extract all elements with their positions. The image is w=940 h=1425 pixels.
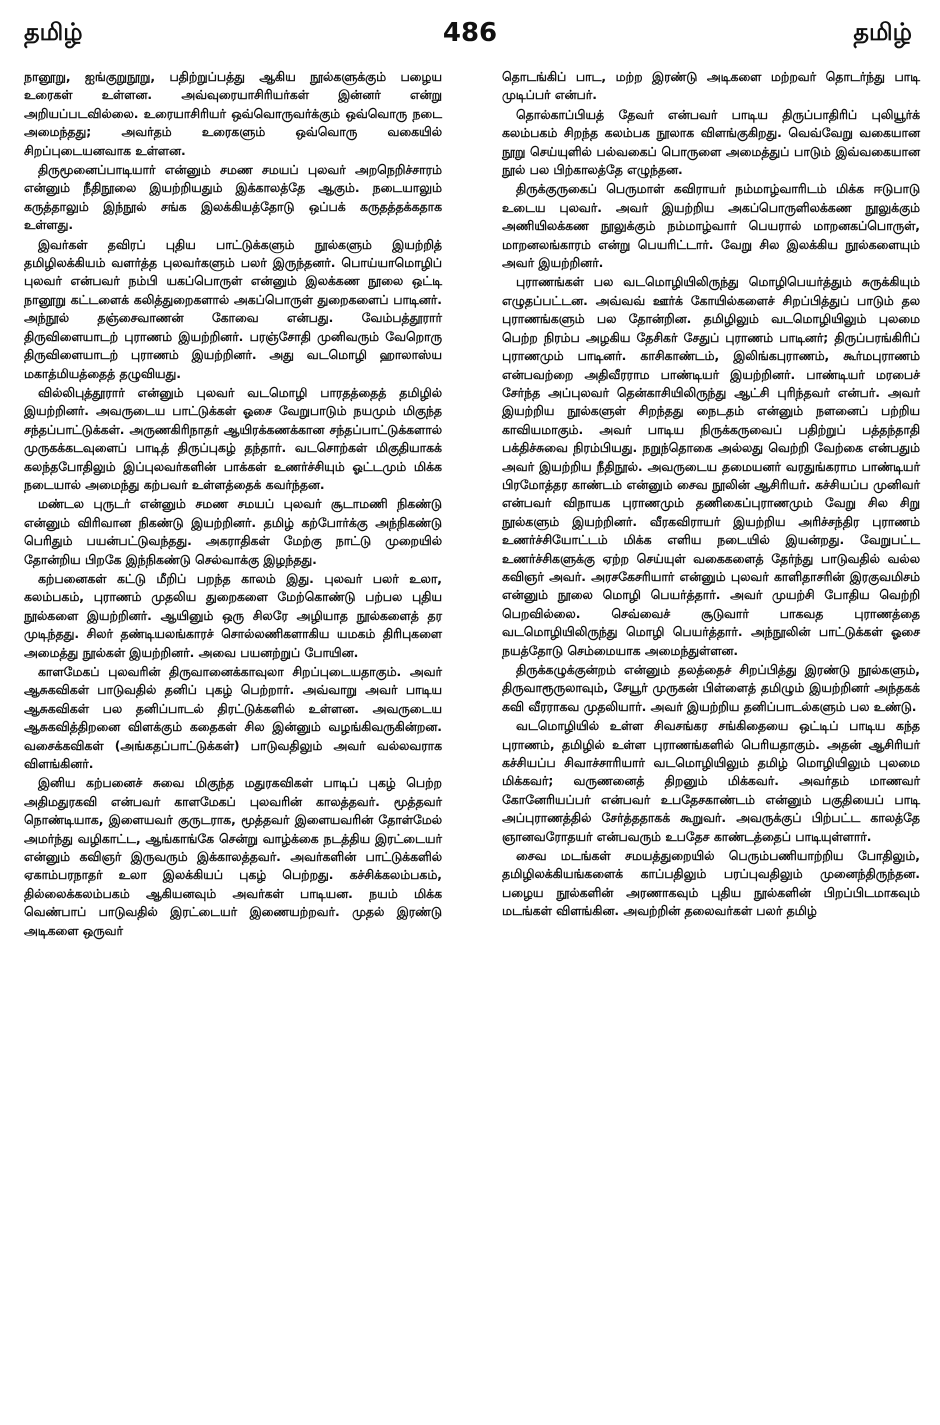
paragraph: திருக்கழுக்குன்றம் என்னும் தலத்தைச் சிறப்பித்து இரண்டு நூல்களும், திருவாரூருலாவும், சேயூர் முருகன் பிள்ளைத் தமிழும் இயற்றினர் அந்தகக் கவி வீரராகவ முதலியார். அவர் இயற்றிய தனிப்பாடல்களும் பல உண்டு. xyxy=(502,662,920,714)
paragraph: மண்டல புருடர் என்னும் சமண சமயப் புலவர் சூடாமணி நிகண்டு என்னும் விரிவான நிகண்டு இயற்றினர். தமிழ் கற்போர்க்கு அந்நிகண்டு பெரிதும் பயன்பட்டுவந்தது. அகராதிகள் மேற்கு நாட்டு முறையில் தோன்றிய பிறகே இந்நிகண்டு செல்வாக்கு இழந்தது. xyxy=(24,496,442,567)
paragraph: வில்லிபுத்தூரார் என்னும் புலவர் வடமொழி பாரதத்தைத் தமிழில் இயற்றினர். அவருடைய பாட்டுக்கள் ஓசை வேறுபாடும் நயமும் மிகுந்த சந்தப்பாட்டுக்கள். அருணகிரிநாதர் ஆயிரக்கணக்கான சந்தப்பாட்டுக்களால் முருகக்கடவுளைப் பாடித் திருப்புகழ் தந்தார். வடசொற்கள் மிகுதியாகக் கலந்தபோதிலும் இப்புலவர்களின் பாக்கள் உணர்ச்சியும் ஓட்டமும் மிக்க நடையால் அமைந்து கற்பவர் உள்ளத்தைக் கவர்ந்தன. xyxy=(24,384,442,492)
page-header xyxy=(0,0,940,64)
paragraph: காளமேகப் புலவரின் திருவானைக்காவுலா சிறப்புடையதாகும். அவர் ஆசுகவிகள் பாடுவதில் தனிப் புகழ் பெற்றார். அவ்வாறு அவர் பாடிய ஆசுகவிகள் பல தனிப்பாடல் திரட்டுக்களில் உள்ளன. அவருடைய ஆசுகவித்திறனை விளக்கும் கதைகள் சில இன்னும் வழங்கிவருகின்றன. வசைக்கவிகள் (அங்கதப்பாட்டுக்கள்) பாடுவதிலும் அவர் வல்லவராக விளங்கினர். xyxy=(24,664,442,772)
right-column xyxy=(502,68,920,922)
paragraph: தொல்காப்பியத் தேவர் என்பவர் பாடிய திருப்பாதிரிப் புலியூர்க் கலம்பகம் சிறந்த கலம்பக நூலாக விளங்குகிறது. வெவ்வேறு வகையான நூறு செய்யுளில் பல்வகைப் பொருளை அமைத்துப் பாடும் இவ்வகையான நூல் பல பிற்காலத்தே எழுந்தன. xyxy=(502,106,920,178)
running-head-left: தமிழ் xyxy=(24,18,83,46)
paragraph: சைவ மடங்கள் சமயத்துறையில் பெரும்பணியாற்றிய போதிலும், தமிழிலக்கியங்களைக் காப்பதிலும் பரப்புவதிலும் முனைந்திருந்தன. பழைய நூல்களின் அரணாகவும் புதிய நூல்களின் பிறப்பிடமாகவும் மடங்கள் விளங்கின. அவற்றின் தலைவர்கள் பலர் தமிழ் xyxy=(502,848,920,919)
paragraph: திருமூனைப்பாடியார் என்னும் சமண சமயப் புலவர் அறநெறிச்சாரம் என்னும் நீதிநூலை இயற்றியதும் இக்காலத்தே ஆகும். நடையாலும் கருத்தாலும் இந்நூல் சங்க இலக்கியத்தோடு ஒப்பக் கருதத்தக்கதாக உள்ளது. xyxy=(24,162,442,233)
running-head-right: தமிழ் xyxy=(853,18,912,46)
paragraph: தொடங்கிப் பாட, மற்ற இரண்டு அடிகளை மற்றவர் தொடர்ந்து பாடி முடிப்பர் என்பர். xyxy=(502,69,920,103)
paragraph: புராணங்கள் பல வடமொழியிலிருந்து மொழிபெயர்த்தும் சுருக்கியும் எழுதப்பட்டன. அவ்வவ் ஊர்க் கோயில்களைச் சிறப்பித்துப் பாடும் தல புராணங்களும் பல தோன்றின. தமிழிலும் வடமொழியிலும் புலமை பெற்ற நிரம்ப அழகிய தேசிகர் சேதுப் புராணம் பாடினர்; திருப்பரங்கிரிப் புராணமும் பாடினர். காசிகாண்டம், இலிங்கபுராணம், கூர்மபுராணம் என்பவற்றை அதிவீரராம பாண்டியர் இயற்றினர். பாண்டியர் மரபைச் சேர்ந்த அப்புலவர் தென்காசியிலிருந்து ஆட்சி புரிந்தவர் என்பர். அவர் இயற்றிய நூல்களுள் சிறந்தது நைடதம் என்னும் நளனைப் பற்றிய காவியமாகும். அவர் பாடிய நிருக்கருவைப் பதிற்றுப் பத்தந்தாதி பக்திச்சுவை நிரம்பியது. நறுந்தொகை அல்லது வெற்றி வேற்கை என்பதும் அவர் இயற்றிய நீதிநூல். அவருடைய தமையனர் வரதுங்கராம பாண்டியர் பிரமோத்தர காண்டம் என்னும் சைவ நூலின் ஆசிரியர். கச்சியப்ப முனிவர் என்பவர் விநாயக புராணமும் தணிகைப்புராணமும் வேறு சில சிறு நூல்களும் இயற்றினர். வீரகவிராயர் இயற்றிய அரிச்சந்திர புராணம் உணர்ச்சியோட்டம் மிக்க எளிய நடையில் இயன்றது. வேறுபட்ட உணர்ச்சிகளுக்கு ஏற்ற செய்யுள் வகைகளைத் தேர்ந்து பாடுவதில் வல்ல கவிஞர் அவர். அரசகேசரியார் என்னும் புலவர் காளிதாசரின் இரகுவமிசம் என்னும் நூலை மொழி பெயர்த்தார். அவர் முயற்சி போதிய வெற்றி பெறவில்லை. செவ்வைச் சூடுவார் பாகவத புராணத்தை வடமொழியிலிருந்து மொழி பெயர்த்தார். அந்நூலின் பாட்டுக்கள் ஓசை நயத்தோடு செம்மையாக அமைந்துள்ளன. xyxy=(502,274,920,658)
paragraph: வடமொழியில் உள்ள சிவசங்கர சங்கிதையை ஒட்டிப் பாடிய கந்த புராணம், தமிழில் உள்ள புராணங்களில் பெரியதாகும். அதன் ஆசிரியர் கச்சியப்ப சிவாச்சாரியார் வடமொழியிலும் தமிழ் மொழியிலும் புலமை மிக்கவர்; வருணனைத் திறனும் மிக்கவர். அவர்தம் மாணவர் கோனேரியப்பர் என்பவர் உபதேசகாண்டம் என்னும் பகுதியைப் பாடி அப்புராணத்தில் சேர்த்ததாகக் கூறுவர். அவருக்குப் பிற்பட்ட காலத்தே ஞானவரோதயர் என்பவரும் உபதேச காண்டத்தைப் பாடியுள்ளார். xyxy=(502,718,920,844)
left-column xyxy=(24,68,442,941)
paragraph: இவர்கள் தவிரப் புதிய பாட்டுக்களும் நூல்களும் இயற்றித் தமிழிலக்கியம் வளர்த்த புலவர்களும் பலர் இருந்தனர். பொய்யாமொழிப் புலவர் என்பவர் நம்பி யகப்பொருள் என்னும் இலக்கண நூலை ஒட்டி நானூறு கட்டளைக் கலித்துறைகளால் அகப்பொருள் துறைகளைப் பாடினர். அந்நூல் தஞ்சைவாணன் கோவை என்பது. வேம்பத்தூரார் திருவிளையாடற் புராணம் இயற்றினர். பரஞ்சோதி முனிவரும் வேறொரு திருவிளையாடற் புராணம் இயற்றினர். அது வடமொழி ஹாலாஸ்ய மகாத்மியத்தைத் தழுவியது. xyxy=(24,236,442,381)
paragraph: இனிய கற்பனைச் சுவை மிகுந்த மதுரகவிகள் பாடிப் புகழ் பெற்ற அதிமதுரகவி என்பவர் காளமேகப் புலவரின் காலத்தவர். மூத்தவர் நொண்டியாக, இளையவர் குருடராக, மூத்தவர் இளையவரின் தோள்மேல் அமர்ந்து வழிகாட்ட, ஆங்காங்கே சென்று வாழ்க்கை நடத்திய இரட்டையர் என்னும் கவிஞர் இருவரும் இக்காலத்தவர். அவர்களின் பாட்டுக்களில் ஏகாம்பரநாதர் உலா இலக்கியப் புகழ் பெற்றது. கச்சிக்கலம்பகம், தில்லைக்கலம்பகம் ஆகியனவும் அவர்கள் பாடியன. நயம் மிக்க வெண்பாப் பாடுவதில் இரட்டையர் இணையற்றவர். முதல் இரண்டு அடிகளை ஒருவர் xyxy=(24,775,442,938)
paragraph: கற்பனைகள் கட்டு மீறிப் பறந்த காலம் இது. புலவர் பலர் உலா, கலம்பகம், புராணம் முதலிய துறைகளை மேற்கொண்டு பற்பல புதிய நூல்களை இயற்றினர். ஆயினும் ஒரு சிலரே அழியாத நூல்களைத் தர முடிந்தது. சிலர் தண்டியலங்காரச் சொல்லணிகளாகிய யமகம் திரிபுகளை அமைத்து நூல்கள் இயற்றினர். அவை பயனற்றுப் போயின. xyxy=(24,570,442,660)
page-number: 486 xyxy=(442,18,498,48)
paragraph: நானூறு, ஐங்குறுநூறு, பதிற்றுப்பத்து ஆகிய நூல்களுக்கும் பழைய உரைகள் உள்ளன. அவ்வுரையாசிரியர்கள் இன்னர் என்று அறியப்படவில்லை. உரையாசிரியர் ஒவ்வொருவர்க்கும் ஒவ்வொரு நடை அமைந்தது; அவர்தம் உரைகளும் ஒவ்வொரு வகையில் சிறப்புடையனவாக உள்ளன. xyxy=(24,69,442,158)
paragraph: திருக்குருகைப் பெருமாள் கவிராயர் நம்மாழ்வாரிடம் மிக்க ஈடுபாடு உடைய புலவர். அவர் இயற்றிய அகப்பொருளிலக்கண நூலுக்கும் அணியிலக்கண நூலுக்கும் நம்மாழ்வார் பெயரால் மாறனகப்பொருள், மாறனலங்காரம் என்று பெயரிட்டார். வேறு சில இலக்கிய நூல்களையும் அவர் இயற்றினர். xyxy=(502,181,920,271)
